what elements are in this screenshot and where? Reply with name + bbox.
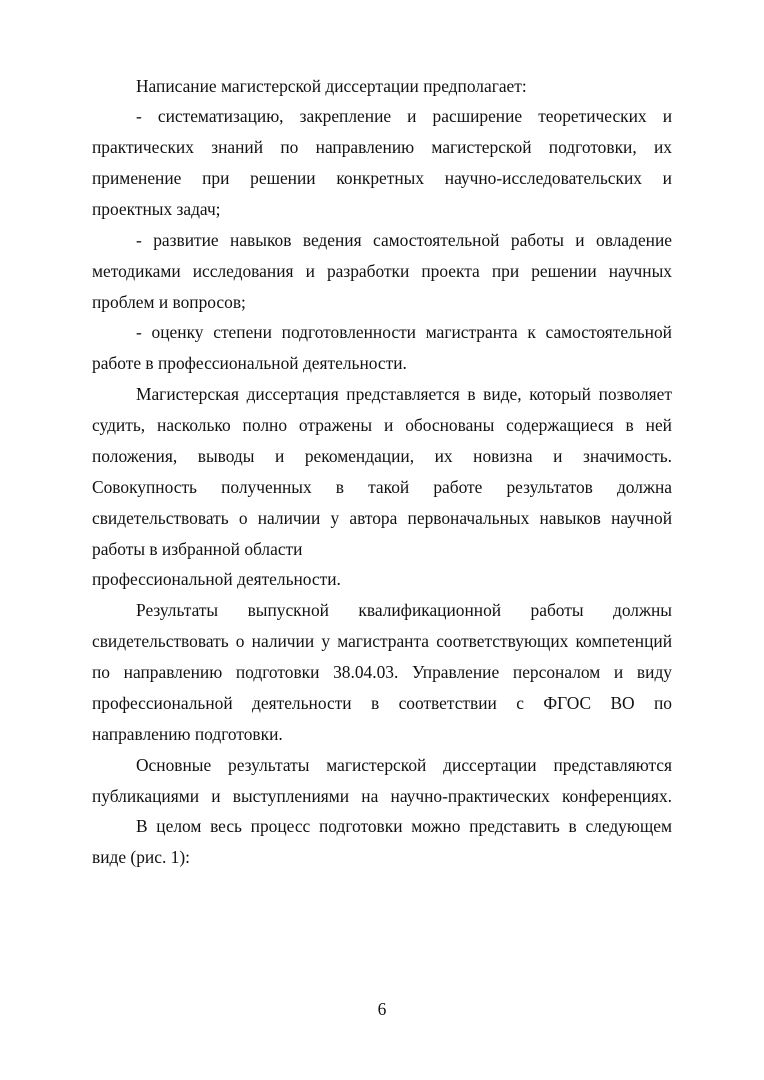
text-line: - развитие навыков ведения самостоятельной работы и овладение — [136, 230, 672, 250]
text-line: Совокупность полученных в такой работе результатов должна — [92, 477, 672, 497]
text-line: В целом весь процесс подготовки можно представить в следующем — [136, 816, 672, 836]
text-line: методиками исследования и разработки проекта при решении научных — [92, 261, 672, 281]
text-line: судить, насколько полно отражены и обоснованы содержащиеся в ней — [92, 415, 672, 435]
text-line: свидетельствовать о наличии у магистранта соответствующих компетенций — [92, 631, 672, 651]
text-line: практических знаний по направлению магистерской подготовки, их — [92, 137, 672, 157]
text-line: Основные результаты магистерской диссертации представляются — [136, 755, 672, 775]
text-line: профессиональной деятельности в соответствии с ФГОС ВО по — [92, 693, 672, 713]
text-line: - систематизацию, закрепление и расширение теоретических и — [136, 106, 672, 126]
text-line: положения, выводы и рекомендации, их новизна и значимость. — [92, 446, 672, 466]
text-line: свидетельствовать о наличии у автора первоначальных навыков научной — [92, 508, 672, 528]
text-line: применение при решении конкретных научно-исследовательских и — [92, 168, 672, 188]
text-line: работе в профессиональной деятельности. — [92, 353, 407, 373]
text-line: Написание магистерской диссертации предполагает: — [136, 76, 527, 96]
text-line: работы в избранной области — [92, 539, 303, 559]
text-line: проектных задач; — [92, 199, 221, 219]
text-line: по направлению подготовки 38.04.03. Управление персоналом и виду — [92, 662, 672, 682]
text-line: виде (рис. 1): — [92, 847, 190, 867]
text-line: публикациями и выступлениями на научно-практических конференциях. — [92, 786, 672, 806]
text-line: направлению подготовки. — [92, 724, 283, 744]
text-line: профессиональной деятельности. — [92, 569, 341, 589]
text-line: проблем и вопросов; — [92, 292, 246, 312]
page-number: 6 — [377, 999, 387, 1019]
text-line: Магистерская диссертация представляется в виде, который позволяет — [136, 384, 672, 404]
text-line: - оценку степени подготовленности магистранта к самостоятельной — [136, 322, 672, 342]
text-line: Результаты выпускной квалификационной работы должны — [136, 600, 672, 620]
